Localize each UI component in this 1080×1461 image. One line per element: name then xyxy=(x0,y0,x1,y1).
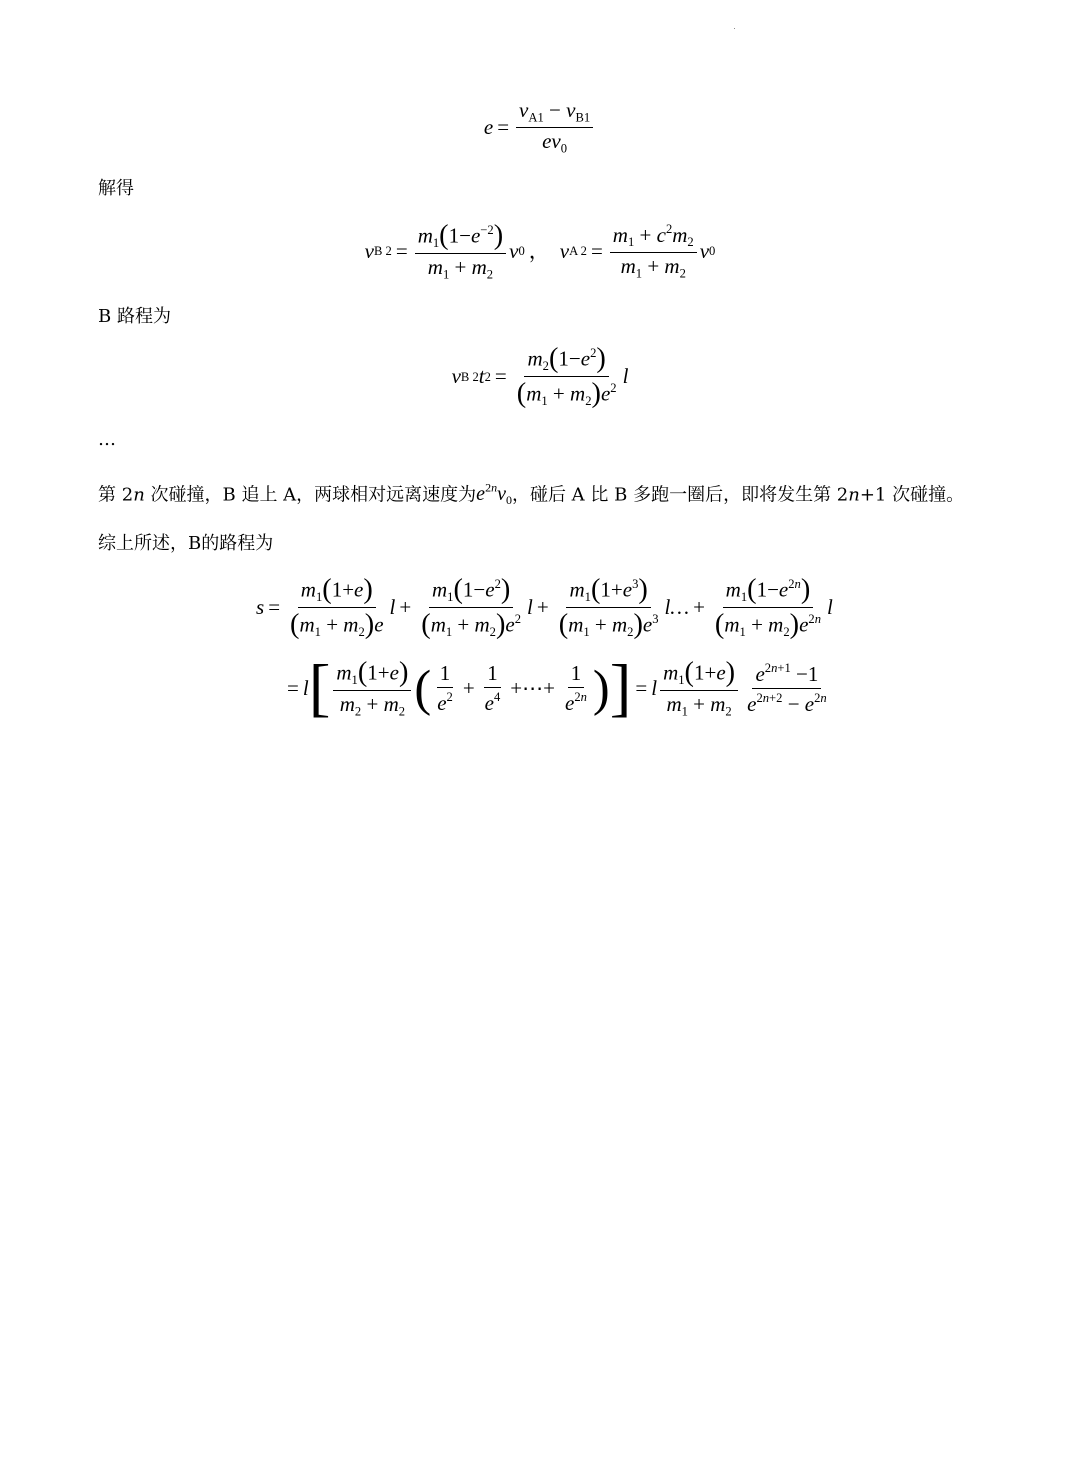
eq2-fraction-2: $\frac{m_1 + c^2m_2}{m_1 + m_2}$ xyxy=(610,223,697,280)
eq5-result-fraction-2: $\frac{e^{2n+1} -1}{e^{2n+2} - e^{2n}}$ xyxy=(747,661,827,716)
eq5-bracket-fraction: $\frac{m_1(1+e)}{m_2 + m_2}$ xyxy=(333,659,411,718)
eq5-sum-term-2: $\frac{1}{e^4}$ xyxy=(484,661,501,715)
eq2-va2-sub: A 2 xyxy=(569,244,587,259)
paragraph-2n-collision: 第 2n 次碰撞，B 追上 A，两球相对远离速度为$e^{2n}v_0$，碰后 A 比 B 多跑一圈后，即将发生第 2n+1 次碰撞。 xyxy=(98,481,965,508)
eq2-v0-sub-1: 0 xyxy=(518,244,525,259)
eq2-exp: −2 xyxy=(480,222,494,237)
eq2-comma: ， xyxy=(528,239,550,264)
eq1-v: v xyxy=(519,98,529,122)
eq3-fraction: $\frac{m_2(1-e^2)}{(m_1 + m_2)e^2}$ xyxy=(516,343,617,410)
ellipsis: … xyxy=(98,429,116,450)
eq4-term-4: $\frac{m_1(1-e^{2n})}{(m_1 + m_2)e^{2n}}$ xyxy=(714,574,822,641)
equation-restitution: e = $\frac{v_{A1} - v_{B1}}{ev_0}$ xyxy=(0,100,1080,155)
para-part-d: +1 次碰撞。 xyxy=(859,484,965,506)
para-part-a: 第 2 xyxy=(98,484,134,506)
para-n-1: n xyxy=(133,484,145,506)
eq1-sub-b1: B1 xyxy=(575,110,591,125)
eq2-vb2-sub: B 2 xyxy=(373,244,392,259)
eq1-den-sub: 0 xyxy=(560,141,568,156)
eq1-lhs: e xyxy=(483,115,494,139)
eq5-result-fraction-1: $\frac{m_1(1+e)}{m_1 + m_2}$ xyxy=(660,659,738,718)
eq5-cdots: +⋯+ xyxy=(510,676,555,701)
eq4-lhs: s xyxy=(256,595,265,620)
equation-series: s = $\frac{m_1(1+e)}{(m_1 + m_2)e}$ l + $\frac{m_1(1-e^2)}{(m_1 + m_2)e^2}$ l + $\frac{m_1(1+e^3)}{(m_1 + m_2)e^3}$ l… + $\frac{m_1(1-e^{2n})}{(m_1 + m_2)e^{2n}}$ l xyxy=(256,574,833,641)
speck xyxy=(734,28,735,29)
eq1-fraction: $\frac{v_{A1} - v_{B1}}{ev_0}$ xyxy=(516,100,593,155)
eq4-term-1: $\frac{m_1(1+e)}{(m_1 + m_2)e}$ xyxy=(290,574,384,641)
eq3-rhs: l xyxy=(622,364,629,389)
label-jiede: 解得 xyxy=(98,178,134,199)
eq2-fraction-1: $\frac{m_1(1-e^{-2})}{m_1 + m_2}$ xyxy=(415,222,506,281)
eq5-sum-term-3: $\frac{1}{e^{2n}}$ xyxy=(564,661,587,715)
eq1-sub-a1: A1 xyxy=(528,110,544,125)
equation-closed-form: = l [ $\frac{m_1(1+e)}{m_2 + m_2}$ ( $\frac{1}{e^2}$ + $\frac{1}{e^4}$ +⋯+ $\frac{1}{e^{2n}}$ ) ] = l $\frac{m_1(1+e)}{m_1 + m_2}$ $\frac{e^{2n+1} -1}{e^{2n+2} - e^{2n}}$ xyxy=(283,656,833,721)
label-b-path: B 路程为 xyxy=(98,306,171,327)
equation-b-path: v B 2 t 2 = $\frac{m_2(1-e^2)}{(m_1 + m_2)e^2}$ l xyxy=(451,343,629,410)
eq1-den: ev xyxy=(542,129,561,153)
eq3-t: t xyxy=(478,364,485,389)
para-part-c: ，碰后 A 比 B 多跑一圈后，即将发生第 2 xyxy=(511,484,849,506)
eq4-ldots: l… xyxy=(664,595,690,620)
equation-velocities: v B 2 = $\frac{m_1(1-e^{-2})}{m_1 + m_2}$ v 0 ， v A 2 = $\frac{m_1 + c^2m_2}{m_1 + m_2}$ v 0 xyxy=(364,220,716,282)
eq5-sum-term-1: $\frac{1}{e^2}$ xyxy=(437,661,453,715)
label-summary: 综上所述，B的路程为 xyxy=(98,533,274,554)
eq4-term-2: $\frac{m_1(1-e^2)}{(m_1 + m_2)e^2}$ xyxy=(421,574,522,641)
para-part-b: 次碰撞，B 追上 A，两球相对远离速度为 xyxy=(144,484,477,506)
eq4-l: l xyxy=(827,595,833,620)
eq4-term-3: $\frac{m_1(1+e^3)}{(m_1 + m_2)e^3}$ xyxy=(558,574,659,641)
